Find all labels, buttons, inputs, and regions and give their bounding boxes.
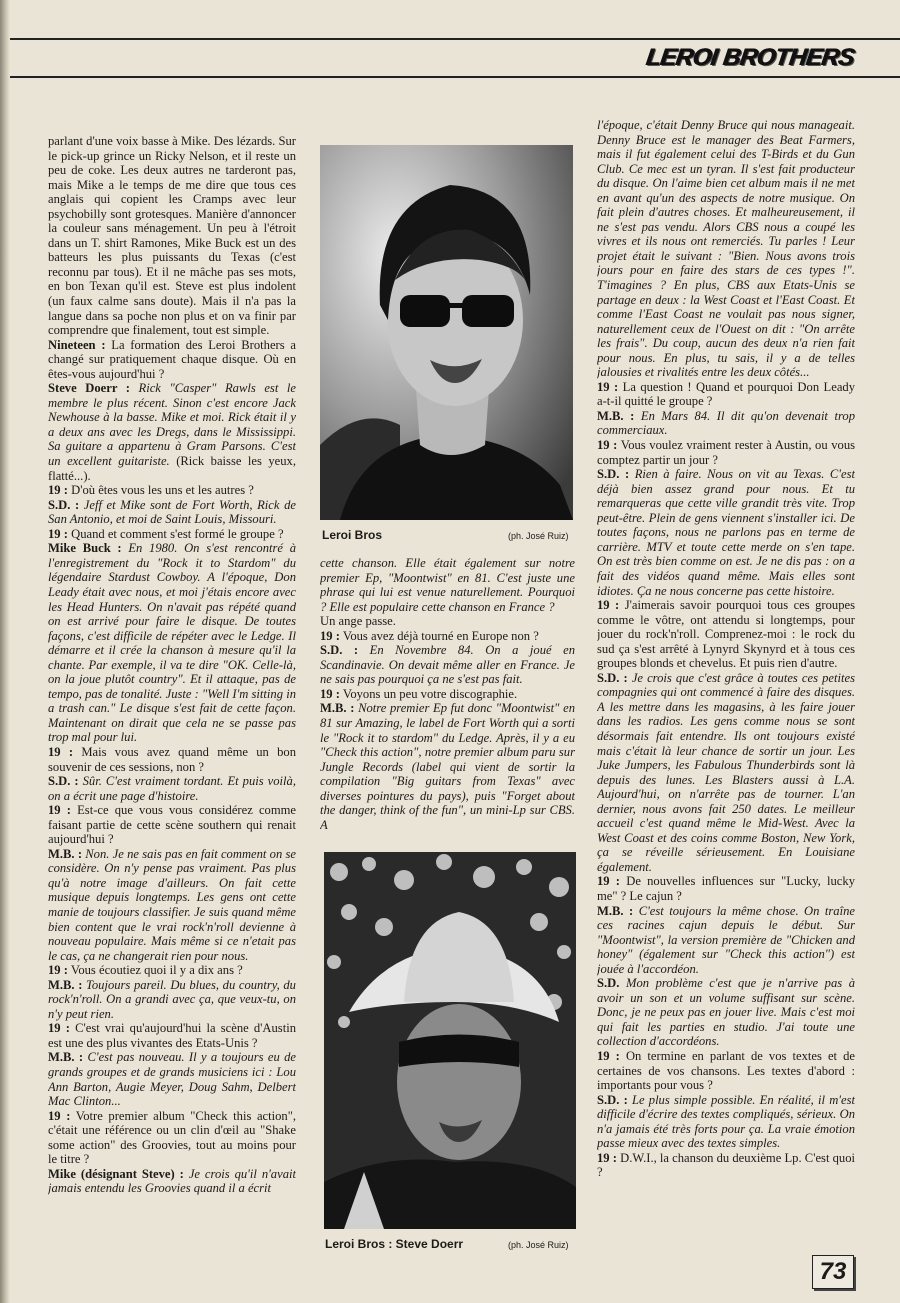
article-paragraph: [597, 1151, 855, 1180]
photo-caption-1: Leroi Bros: [322, 528, 383, 542]
article-paragraph: [48, 1167, 296, 1196]
article-paragraph: [48, 1109, 296, 1167]
answer-text: En Mars 84. Il dit qu'on devenait trop commerciaux.: [597, 408, 855, 438]
article-paragraph: [48, 498, 296, 527]
article-paragraph: [48, 483, 296, 498]
answer-text: Sûr. C'est vraiment tordant. Et puis voilà, on a écrit une page d'histoire.: [48, 774, 296, 803]
article-paragraph: [597, 671, 855, 875]
body-text: D'où êtes vous les uns et les autres ?: [71, 483, 254, 498]
article-paragraph: [320, 701, 575, 832]
article-paragraph: [597, 1049, 855, 1093]
photo-caption-2: Leroi Bros : Steve Doerr: [325, 1237, 464, 1251]
article-paragraph: [48, 134, 296, 338]
article-paragraph: [597, 598, 855, 671]
portrait-photo-2: [324, 852, 576, 1229]
answer-text: Rick "Casper" Rawls est le membre le plus récent. Sinon c'est encore Jack Newhouse à la basse. Mike et moi. Rick était il y a deux ans avec les Dregs, dans le Mississippi. Sa guitare a appartenu à Gram Parsons. C'est un excellent guitariste.: [48, 381, 296, 469]
speaker-label: 19 :: [48, 483, 68, 498]
answer-text: C'est toujours la même chose. On traîne ces racines cajun depuis le début. Sur "Moontwist", la version première de "Chicken and honey" (également sur "Check this action") est jouée à l'accordéon.: [597, 903, 855, 976]
article-paragraph: [48, 847, 296, 963]
body-text: J'aimerais savoir pourquoi tous ces groupes comme le vôtre, ont attendu si longtemps, pour jouer du rock'n'roll. Comprenez-moi : le rock du sud ça s'est arrêté à Lynyrd Skynyrd et à tous ces groupes blonds et chevelus. Et puis rien d'autre.: [597, 598, 855, 671]
photo-credit-2: (ph. José Ruiz): [508, 1240, 569, 1250]
article-paragraph: [48, 803, 296, 847]
speaker-label: 19 :: [48, 526, 68, 541]
speaker-label: 19 :: [48, 744, 74, 759]
speaker-label: M.B. :: [48, 846, 83, 861]
answer-text: En 1980. On s'est rencontré à l'enregistrement du "Rock it to Stardom" du légendaire Stardust Cowboy. A l'époque, Don Leady était avec nous, et moi j'étais encore avec les Head Hunters. On n'avait pas répété quand on est arrivé pour faire le disque. De toutes façons, c'est difficile de répéter avec le Ledge. Il démarre et il crée la chanson à mesure qu'il la chante. Par exemple, il va te dire "OK. Celle-là, on la joue plutôt country". Et il attaque, pas de tempo, pas de tonalité. Juste : "Well I'm sitting in a trash can." Le disque s'est fait de cette façon. Maintenant on dirait que cela ne se passe pas trop mal pour lui.: [48, 541, 296, 745]
speaker-label: S.D. :: [597, 467, 630, 482]
speaker-label: 19 :: [48, 1021, 70, 1036]
answer-text: C'est pas nouveau. Il y a toujours eu de grands groupes et de grands musiciens ici : Lou Ann Barton, Augie Meyer, Doug Sahm, Delbert Mac Clinton...: [48, 1050, 296, 1109]
article-paragraph: [320, 556, 575, 614]
photo-steve-doerr: [324, 852, 576, 1229]
answer-text: Rien à faire. Nous on vit au Texas. C'est déjà bien assez grand pour nous. Et tu remarqueras que cette ville grandit très vite. Trop peut-être. Plein de gens viennent s'installer ici. De toutes façons, nous ne parlons pas en terme de carrière. MTV et toute cette merde on s'en tape. On est très bien comme on est. Je ne dis pas : on a fait des vidéos quand même. Mais elles sont idiotes. Ça ne nous concerne pas cette histoire.: [597, 467, 855, 598]
speaker-label: M.B. :: [597, 903, 634, 918]
speaker-label: S.D. :: [48, 774, 79, 789]
section-title: LEROI BROTHERS: [644, 44, 856, 71]
speaker-label: S.D. :: [48, 497, 80, 512]
article-paragraph: [597, 409, 855, 438]
article-column-2: [320, 556, 575, 834]
body-text: Mais vous avez quand même un bon souvenir de ces sessions, non ?: [48, 744, 296, 774]
article-paragraph: [48, 527, 296, 542]
article-paragraph: [597, 438, 855, 467]
header-rule-bottom: [10, 76, 900, 78]
speaker-label: Steve Doerr :: [48, 381, 130, 396]
speaker-label: Nineteen :: [48, 337, 106, 352]
speaker-label: S.D. :: [597, 1092, 628, 1107]
body-text: On termine en parlant de vos textes et de certaines de vos chansons. Les textes d'abord : importants pour vous ?: [597, 1049, 855, 1093]
answer-text: Jeff et Mike sont de Fort Worth, Rick de San Antonio, et moi de Saint Louis, Missouri.: [48, 497, 296, 527]
speaker-label: 19 :: [597, 438, 618, 453]
article-paragraph: [597, 904, 855, 977]
article-paragraph: [48, 745, 296, 774]
answer-text: l'époque, c'était Denny Bruce qui nous manageait. Denny Bruce est le manager des Beat Farmers, mais il fut également celui des T-Birds et du Gun Club. Ce mec est un tyran. Il s'est fait producteur du disque. On l'aime bien cet album mais il ne met en avant qu'un des aspects de notre musique. On fait plein d'autres choses. Et malheureusement, il ne s'est pas vendu. Alors CBS nous a coupé les vivres et ils nous ont remerciés. Tu parles ! Leur projet était le suivant : "Bien. Nous avons trois jours pour en faire des stars de ces types !". T'imagines ? En plus, CBS aux Etats-Unis se partage en deux : la West Coast et l'East Coast. Et comme l'East Coast ne voulait pas nous signer, naturellement ceux de l'Ouest on dit : "On arrête les frais". Du coup, aucun des deux n'a rien fait pour nous. En plus, tu sais, il y a de telles jalousies et rivalités entre les deux côtés...: [597, 118, 855, 380]
speaker-label: 19 :: [597, 1049, 620, 1063]
speaker-label: 19 :: [597, 379, 619, 394]
answer-text: En Novembre 84. On a joué en Scandinavie. On devait même aller en France. Je ne sais pas pourquoi ça ne s'est pas fait.: [320, 643, 575, 687]
header-rule-top: [10, 38, 900, 40]
page-number: 73: [812, 1255, 854, 1289]
article-paragraph: [48, 338, 296, 382]
body-text: Est-ce que vous vous considérez comme faisant partie de cette scène southern qui renait aujourd'hui ?: [48, 803, 296, 847]
article-paragraph: [320, 687, 575, 702]
body-text: Voyons un peu votre discographie.: [342, 686, 518, 701]
speaker-label: 19 :: [320, 686, 340, 701]
body-text: (Rick baisse les yeux, flatté...).: [48, 454, 296, 483]
speaker-label: M.B. :: [48, 977, 83, 992]
body-text: Quand et comment s'est formé le groupe ?: [71, 526, 284, 541]
article-column-3: [597, 118, 855, 1260]
answer-text: cette chanson. Elle était également sur notre premier Ep, "Moontwist" en 81. C'est juste une phrase qui lui est venue naturellement. Pourquoi ? Elle est populaire cette chanson en France ?: [320, 556, 575, 614]
article-column-1: [48, 134, 296, 1258]
answer-text: Je crois que c'est grâce à toutes ces petites compagnies qui ont commencé à faire des disques. A les mettre dans les magasins, à les faire jouer dans les radios. Les gens comme nous se sont désormais fait entendre. Ils ont toujours existé mais c'était là leur chance de sortir un jour. Les Juke Jumpers, les Fabulous Thunderbirds sont là depuis des lunes. Les Blasters aussi à L.A. Aujourd'hui, on n'arrête pas de tourner. L'an dernier, nous avons fait 250 dates. Le meilleur accueil c'est quand même le Mid-West. Avec la West Coast et des coins comme Boston, New York, ça se réveille sérieusement. En Louisiane également.: [597, 670, 855, 874]
body-text: La question ! Quand et pourquoi Don Leady a-t-il quitté le groupe ?: [597, 379, 855, 409]
speaker-label: 19 :: [597, 598, 620, 613]
speaker-label: M.B. :: [320, 701, 355, 716]
speaker-label: Mike (désignant Steve) :: [48, 1166, 184, 1181]
speaker-label: S.D. :: [597, 670, 628, 685]
answer-text: Non. Je ne sais pas en fait comment on se considère. On n'y pense pas vraiment. Pas plus qu'à notre image d'ailleurs. On fait cette musique depuis longtemps. Les gens ont cette manie de toujours classifier. Je suis quand même bien content que le vrai rock'n'roll devienne à nouveau populaire. Mais même si ce n'etait pas le cas, ça ne changerait rien pour nous.: [48, 846, 296, 963]
body-text: La formation des Leroi Brothers a changé sur pratiquement chaque disque. Où en êtes-vous aujourd'hui ?: [48, 337, 296, 381]
speaker-label: Mike Buck :: [48, 541, 122, 556]
speaker-label: 19 :: [48, 1108, 71, 1123]
article-paragraph: [597, 467, 855, 598]
speaker-label: M.B. :: [597, 408, 635, 423]
article-paragraph: [320, 629, 575, 644]
article-paragraph: [597, 380, 855, 409]
page-binding-shadow: [0, 0, 10, 1303]
article-paragraph: [48, 963, 296, 978]
speaker-label: 19 :: [597, 1150, 617, 1165]
article-paragraph: [597, 976, 855, 1049]
article-paragraph: [48, 978, 296, 1022]
answer-text: Je crois qu'il n'avait jamais entendu les Groovies quand il a écrit: [48, 1166, 296, 1196]
answer-text: Mon problème c'est que je n'arrive pas à avoir un son et un volume suffisant sur scène. Donc, je ne peux pas en jouer live. Mais c'est moi qui fait les parties en studio. J'ai toute une collection d'accordéons.: [597, 976, 855, 1049]
body-text: parlant d'une voix basse à Mike. Des lézards. Sur le pick-up grince un Ricky Nelson, et il reste un peu de coke. Les deux autres ne tarderont pas, mais Mike a le temps de me dire que tous ces anglais qui copient les Cramps avec leur psychobilly sont grotesques. Manière d'annoncer la couleur sans ménagement. Un peu à l'étroit dans un T. shirt Ramones, Mike Buck est un des batteurs les plus puissants du Texas (c'est reconnu par tous). Et il ne mâche pas ses mots, en bon Texan qu'il est. Steve est plus indolent (un faux calme sans doute). Mais il n'a pas la langue dans sa poche non plus et on va finir par comprendre que finalement, tout est simple.: [48, 134, 296, 338]
answer-text: Toujours pareil. Du blues, du country, du rock'n'roll. On a grandi avec ça, que veux-tu, on n'y peut rien.: [48, 977, 296, 1021]
answer-text: Notre premier Ep fut donc "Moontwist" en 81 sur Amazing, le label de Fort Worth qui a sorti le "Rock it to stardom" du Ledge. Après, il y a eu "Check this action", notre premier album paru sur Jungle Records (label qui vient de sortir la compilation "Big guitars from Texas" avec diverses pointures du pays), puis "Forget about the danger, think of the fun", un mini-Lp sur CBS. A: [320, 701, 575, 832]
body-text: Vous écoutiez quoi il y a dix ans ?: [70, 963, 243, 978]
article-paragraph: [320, 643, 575, 687]
speaker-label: 19 :: [320, 628, 340, 643]
photo-leroi-bros: [320, 145, 573, 520]
speaker-label: 19 :: [48, 803, 71, 818]
article-paragraph: [48, 774, 296, 803]
body-text: C'est vrai qu'aujourd'hui la scène d'Austin est une des plus vivantes des Etats-Unis ?: [48, 1021, 296, 1050]
article-paragraph: [48, 1021, 296, 1050]
photo-credit-1: (ph. José Ruiz): [508, 531, 569, 541]
article-paragraph: [320, 614, 575, 629]
body-text: Vous voulez vraiment rester à Austin, ou vous comptez partir un jour ?: [597, 438, 855, 467]
body-text: D.W.I., la chanson du deuxième Lp. C'est quoi ?: [597, 1150, 855, 1180]
article-paragraph: [48, 1050, 296, 1108]
speaker-label: S.D. :: [320, 643, 359, 658]
speaker-label: 19 :: [48, 963, 68, 978]
article-paragraph: [48, 381, 296, 483]
portrait-photo-1: [320, 145, 573, 520]
article-paragraph: [597, 118, 855, 380]
body-text: Un ange passe.: [320, 614, 396, 629]
article-paragraph: [597, 1093, 855, 1151]
answer-text: Le plus simple possible. En réalité, il m'est difficile d'écrire des textes compliqués, sérieux. On n'a jamais été très forts pour ça. La vraie émotion passe mieux avec des textes simples.: [597, 1092, 855, 1151]
speaker-label: M.B. :: [48, 1050, 84, 1065]
article-paragraph: [597, 874, 855, 903]
body-text: De nouvelles influences sur "Lucky, lucky me" ? Le cajun ?: [597, 874, 855, 903]
speaker-label: 19 :: [597, 874, 620, 889]
body-text: Vous avez déjà tourné en Europe non ?: [342, 628, 539, 643]
body-text: Votre premier album "Check this action", c'était une référence ou un clin d'œil au "Shake some action" des Groovies, tout au moins pour le titre ?: [48, 1108, 296, 1167]
speaker-label: S.D.: [597, 976, 620, 991]
article-paragraph: [48, 541, 296, 745]
